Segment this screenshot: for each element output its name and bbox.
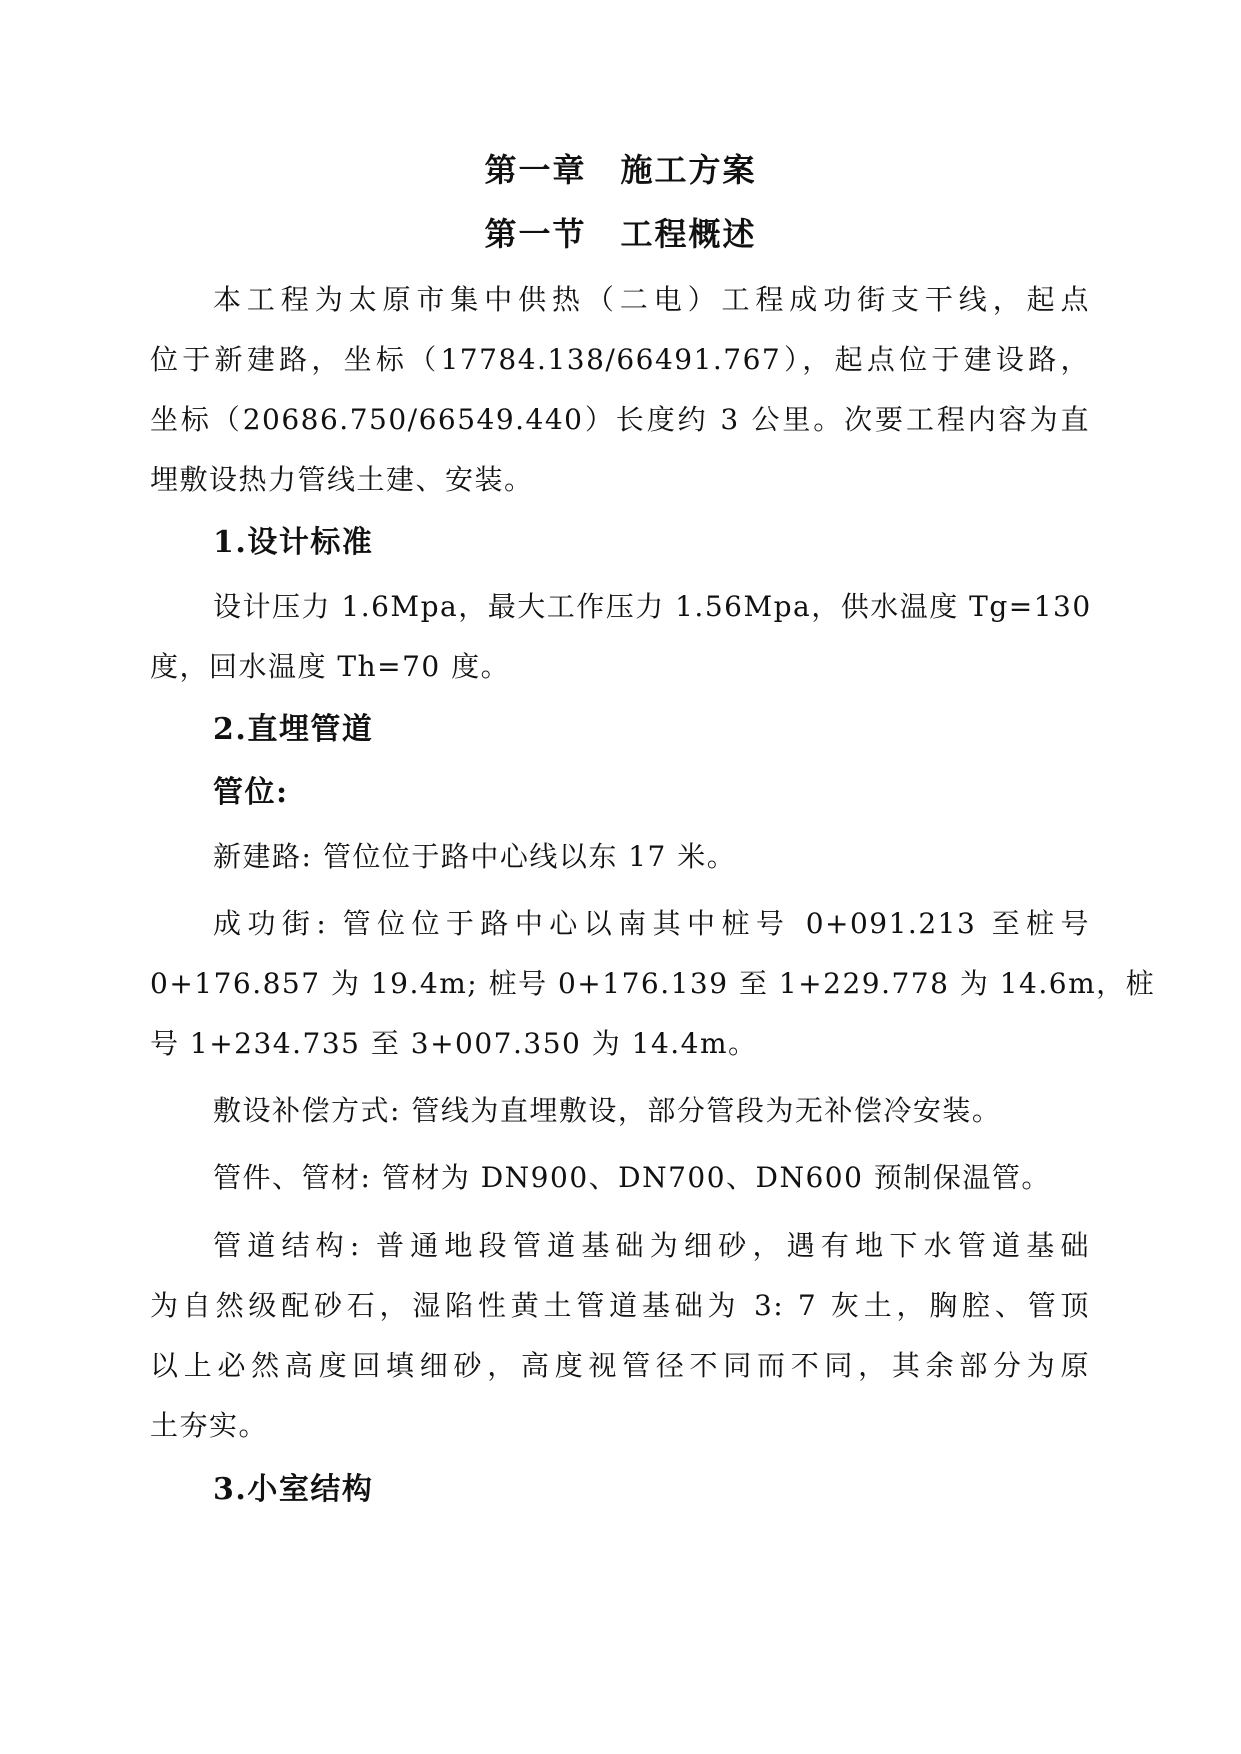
pipe-structure-line-1: 管道结构: 普通地段管道基础为细砂，遇有地下水管道基础 [213,1229,1090,1262]
pipe-structure-line-4: 土夯实。 [150,1409,269,1442]
chenggong-street-line-1: 成功街: 管位位于路中心以南其中桩号 0+091.213 至桩号 [213,907,1090,940]
overview-paragraph-line-1: 本工程为太原市集中供热（二电）工程成功街支干线，起点 [213,283,1090,316]
pipe-position-subheading: 管位: [213,775,289,810]
pipe-structure-line-3: 以上必然高度回填细砂，高度视管径不同而不同，其余部分为原 [150,1349,1090,1382]
pipe-materials-line: 管件、管材: 管材为 DN900、DN700、DN600 预制保温管。 [213,1161,1051,1194]
direct-buried-pipe-heading: 2.直埋管道 [213,712,374,747]
pipe-structure-line-2: 为自然级配砂石，湿陷性黄土管道基础为 3: 7 灰土，胸腔、管顶 [150,1289,1090,1322]
laying-method-line: 敷设补偿方式: 管线为直埋敷设，部分管段为无补偿冷安装。 [213,1094,1002,1127]
chenggong-street-line-2: 0+176.857 为 19.4m; 桩号 0+176.139 至 1+229.778 为 14.6m，桩 [150,967,1156,1000]
overview-paragraph-line-2: 位于新建路，坐标（17784.138/66491.767），起点位于建设路， [150,343,1090,376]
xinjian-road-line: 新建路: 管位位于路中心线以东 17 米。 [213,840,737,873]
design-standard-line-2: 度，回水温度 Th=70 度。 [150,650,511,683]
design-standard-heading: 1.设计标准 [213,525,374,560]
chenggong-street-line-3: 号 1+234.735 至 3+007.350 为 14.4m。 [150,1027,758,1060]
chamber-structure-heading: 3.小室结构 [213,1472,374,1507]
chapter-title: 第一章 施工方案 [484,151,757,189]
overview-paragraph-line-4: 埋敷设热力管线土建、安装。 [150,463,534,496]
overview-paragraph-line-3: 坐标（20686.750/66549.440）长度约 3 公里。次要工程内容为直 [150,403,1090,436]
section-title: 第一节 工程概述 [484,215,757,253]
design-standard-line-1: 设计压力 1.6Mpa，最大工作压力 1.56Mpa，供水温度 Tg=130 [213,590,1092,623]
